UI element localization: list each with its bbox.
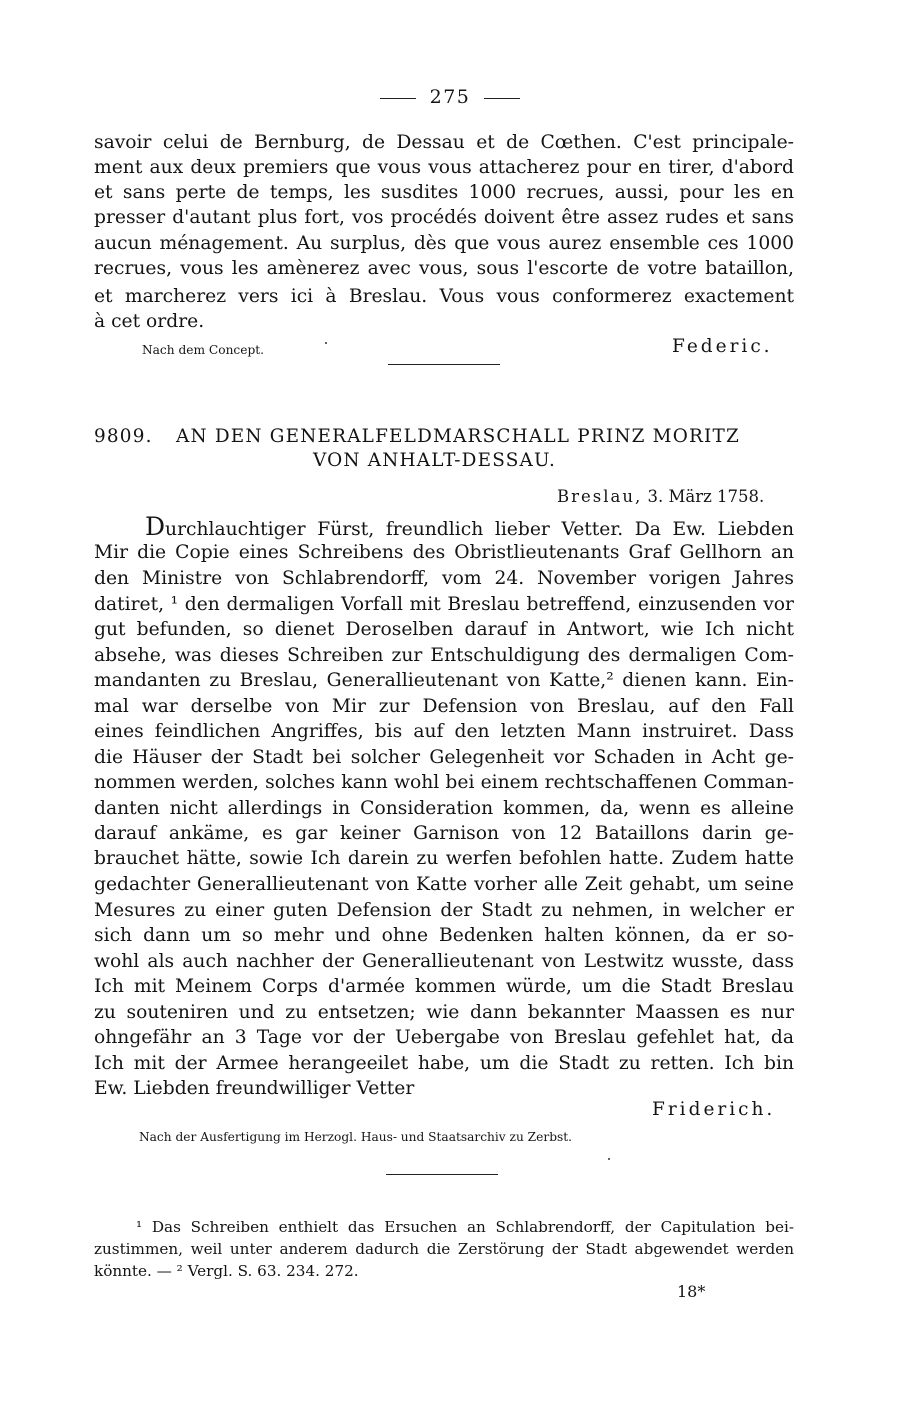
text-line: danten nicht allerdings in Consideration kommen, da, wenn es alleine <box>94 798 794 819</box>
text-line: gedachter Generallieutenant von Katte vorher alle Zeit gehabt, um seine <box>94 874 794 895</box>
text-line: die Häuser der Stadt bei solcher Gelegenheit vor Schaden in Acht ge- <box>94 747 794 768</box>
ink-speck <box>325 342 327 344</box>
text-line: mandanten zu Breslau, Generallieutenant von Katte,² dienen kann. Ein- <box>94 670 794 691</box>
section-divider <box>386 1174 498 1175</box>
signature-mark: 18* <box>677 1282 706 1301</box>
footnote-line: zustimmen, weil unter anderem dadurch die Zerstörung der Stadt abgewendet werden <box>94 1240 794 1258</box>
ink-speck <box>608 1158 610 1160</box>
footnote-line: könnte. — ² Vergl. S. 63. 234. 272. <box>94 1262 359 1280</box>
text-line: à cet ordre. <box>94 311 205 332</box>
text-line: gut befunden, so dienet Deroselben darauf in Antwort, wie Ich nicht <box>94 619 794 640</box>
text-line: zu souteniren und zu entsetzen; wie dann bekannter Maassen es nur <box>94 1002 794 1023</box>
text-line: recrues, vous les amènerez avec vous, sous l'escorte de votre bataillon, <box>94 258 794 279</box>
source-note: Nach der Ausfertigung im Herzogl. Haus- und Staatsarchiv zu Zerbst. <box>139 1130 573 1144</box>
header-rule-right <box>484 98 520 99</box>
text-line: wohl als auch nachher der Generallieutenant von Lestwitz wusste, dass <box>94 951 794 972</box>
text-line: den Ministre von Schlabrendorff, vom 24. November vorigen Jahres <box>94 568 794 589</box>
text-line: aucun ménagement. Au surplus, dès que vous aurez ensemble ces 1000 <box>94 233 794 254</box>
text-line: brauchet hätte, sowie Ich darein zu werfen befohlen hatte. Zudem hatte <box>94 848 794 869</box>
text-line: absehe, was dieses Schreiben zur Entschuldigung des dermaligen Com- <box>94 645 794 666</box>
text-line: Mir die Copie eines Schreibens des Obristlieutenants Graf Gellhorn an <box>94 542 794 563</box>
text-line: darauf ankäme, es gar keiner Garnison von 12 Bataillons darin ge- <box>94 823 794 844</box>
text-line: ohngefähr an 3 Tage vor der Uebergabe von Breslau gefehlet hat, da <box>94 1027 794 1048</box>
text-line: sich dann um so mehr und ohne Bedenken halten können, da er so- <box>94 925 794 946</box>
source-note: Nach dem Concept. <box>142 343 265 357</box>
text-line: presser d'autant plus fort, vos procédés doivent être assez rudes et sans <box>94 207 794 228</box>
text-line: Ew. Liebden freundwilliger Vetter <box>94 1078 415 1099</box>
text-line: et marcherez vers ici à Breslau. Vous vous conformerez exactement <box>94 286 794 307</box>
text-line: Mesures zu einer guten Defension der Stadt zu nehmen, in welcher er <box>94 900 794 921</box>
letter-number: 9809. <box>94 426 153 447</box>
page-number: 275 <box>429 86 471 108</box>
text-line: Ich mit der Armee herangeeilet habe, um die Stadt zu retten. Ich bin <box>94 1053 794 1074</box>
footnote-line: ¹ Das Schreiben enthielt das Ersuchen an Schlabrendorff, der Capitulation bei- <box>136 1218 794 1236</box>
header-rule-left <box>380 98 416 99</box>
text-line: nommen werden, solches kann wohl bei einem rechtschaffenen Comman- <box>94 772 794 793</box>
section-divider <box>388 364 500 365</box>
text-line: ment aux deux premiers que vous vous attacherez pour en tirer, d'abord <box>94 157 794 178</box>
text-line: savoir celui de Bernburg, de Dessau et de Cœthen. C'est principale- <box>94 132 794 153</box>
dateline <box>557 487 764 506</box>
place-name: Breslau, <box>557 487 643 506</box>
initial-letter: D <box>145 512 166 541</box>
text-line: mal war derselbe von Mir zur Defension von Breslau, auf den Fall <box>94 696 794 717</box>
letter-heading-continued: VON ANHALT-DESSAU. <box>313 450 557 471</box>
text-line: eines feindlichen Angriffes, bis auf den letzten Mann instruiret. Dass <box>94 721 794 742</box>
text-line: et sans perte de temps, les susdites 1000 recrues, aussi, pour les en <box>94 182 794 203</box>
letter-date: 3. März 1758. <box>647 487 765 506</box>
text-line: Ich mit Meinem Corps d'armée kommen würde, um die Stadt Breslau <box>94 976 794 997</box>
page-header <box>0 86 900 108</box>
text-line: datiret, ¹ den dermaligen Vorfall mit Breslau betreffend, einzusenden vor <box>94 594 794 615</box>
signature: Friderich. <box>652 1099 776 1120</box>
letter-heading: AN DEN GENERALFELDMARSCHALL PRINZ MORITZ <box>176 426 740 447</box>
text-line: Durchlauchtiger Fürst, freundlich lieber Vetter. Da Ew. Liebden <box>145 512 794 541</box>
signature: Federic. <box>672 336 773 357</box>
